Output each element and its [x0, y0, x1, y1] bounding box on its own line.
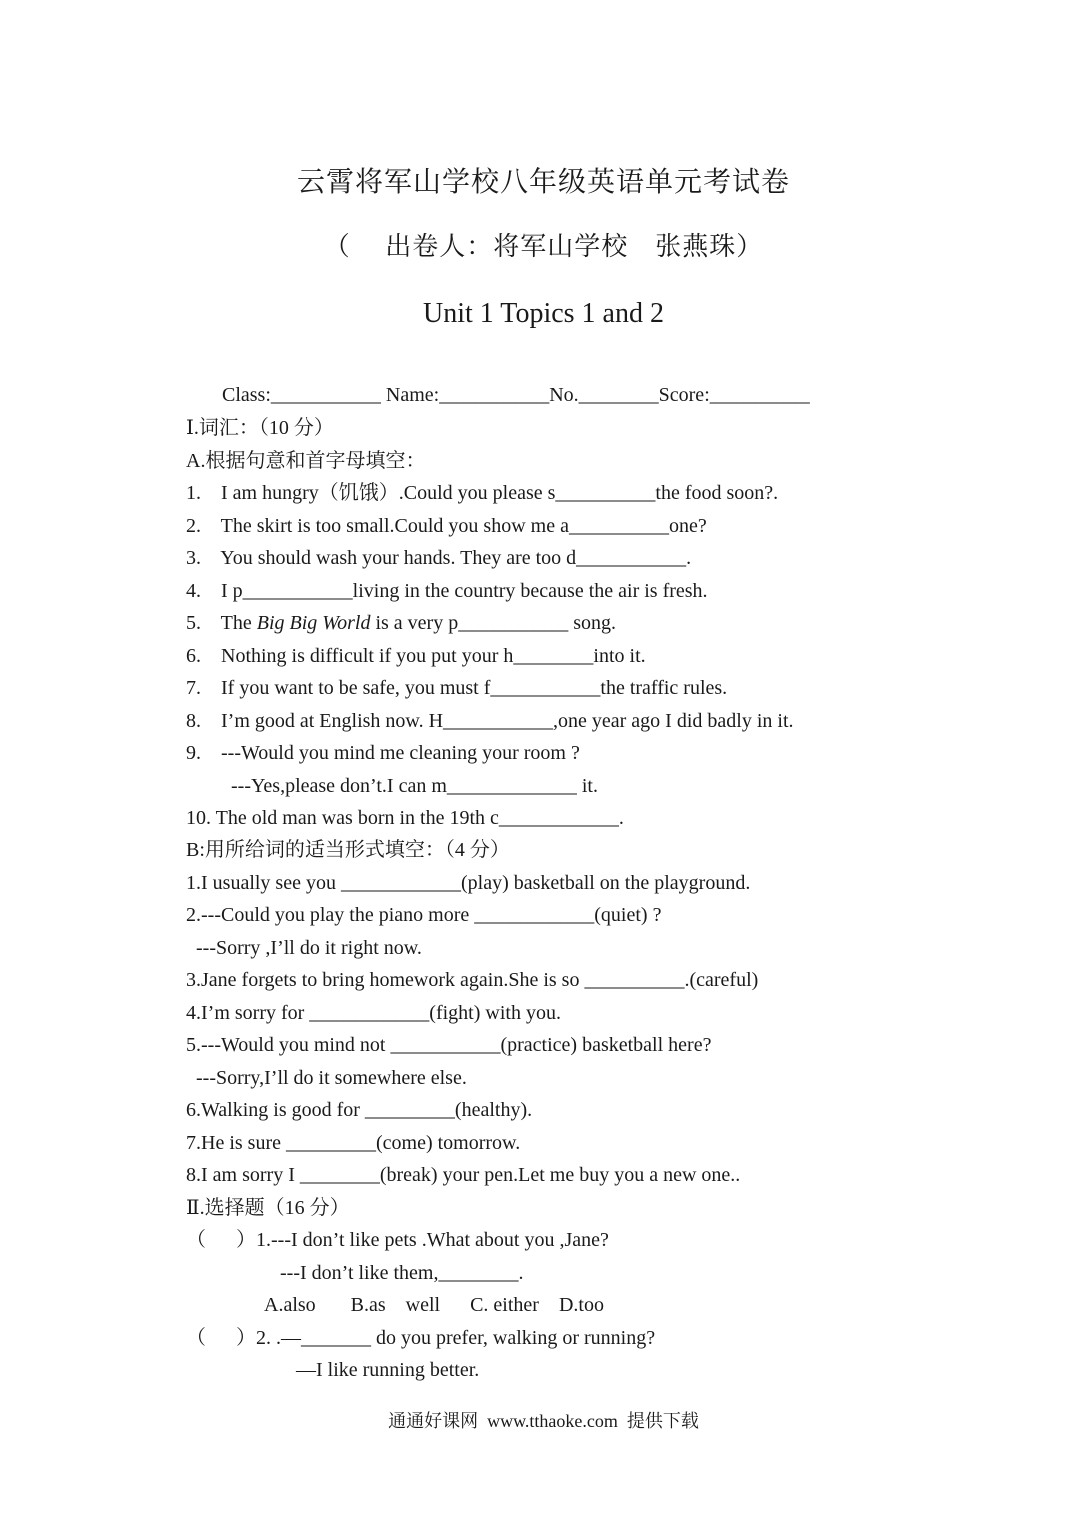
part-b-question-1: 1.I usually see you ____________(play) basketball on the playground.	[186, 872, 751, 894]
part-b-question-6: 6.Walking is good for _________(healthy).	[186, 1099, 533, 1121]
part-a-heading: A.根据句意和首字母填空：	[186, 450, 426, 472]
choice-question-1-options: A.also B.as well C. either D.too	[264, 1294, 604, 1316]
part-b-question-2: 2.---Could you play the piano more ____________(quiet) ?	[186, 904, 662, 926]
part-a-question-4: 4. I p___________living in the country because the air is fresh.	[186, 580, 708, 602]
section-1-heading: Ⅰ.词汇：（10 分）	[186, 417, 334, 439]
part-b-question-5: 5.---Would you mind not ___________(practice) basketball here?	[186, 1034, 712, 1056]
choice-question-2: （ ）2. .—_______ do you prefer, walking or running?	[186, 1327, 656, 1349]
q5-lead: 5. The	[186, 612, 257, 634]
part-a-question-9: 9. ---Would you mind me cleaning your room ?	[186, 742, 580, 764]
part-b-question-2-reply: ---Sorry ,I’ll do it right now.	[186, 937, 422, 959]
footer-source: 通通好课网 www.tthaoke.com 提供下载	[388, 1411, 699, 1431]
part-a-question-10: 10. The old man was born in the 19th c____________.	[186, 807, 624, 829]
part-b-question-3: 3.Jane forgets to bring homework again.She is so __________.(careful)	[186, 969, 759, 991]
section-2-heading: Ⅱ.选择题（16 分）	[186, 1197, 350, 1219]
part-a-question-5	[186, 611, 616, 635]
part-a-question-2: 2. The skirt is too small.Could you show me a__________one?	[186, 515, 707, 537]
part-a-question-8: 8. I’m good at English now. H___________,one year ago I did badly in it.	[186, 710, 794, 732]
part-a-question-7: 7. If you want to be safe, you must f___________the traffic rules.	[186, 677, 728, 699]
student-info-line: Class:___________ Name:___________No.________Score:__________	[222, 384, 810, 406]
part-b-question-5-reply: ---Sorry,I’ll do it somewhere else.	[186, 1067, 467, 1089]
part-a-question-9-reply: ---Yes,please don’t.I can m_____________ it.	[186, 775, 598, 797]
unit-title: Unit 1 Topics 1 and 2	[423, 298, 664, 329]
part-b-heading: B:用所给词的适当形式填空：（4 分）	[186, 839, 510, 861]
q5-song-title: Big Big World	[256, 612, 371, 634]
choice-question-1-reply: ---I don’t like them,________.	[280, 1262, 524, 1284]
part-b-question-8: 8.I am sorry I ________(break) your pen.Let me buy you a new one..	[186, 1164, 741, 1186]
page-title: 云霄将军山学校八年级英语单元考试卷	[296, 167, 790, 198]
part-b-question-7: 7.He is sure _________(come) tomorrow.	[186, 1132, 521, 1154]
choice-question-2-reply: —I like running better.	[296, 1359, 480, 1381]
choice-question-1: （ ）1.---I don’t like pets .What about you ,Jane?	[186, 1229, 609, 1251]
q5-tail: is a very p___________ song.	[370, 612, 616, 634]
author-line: （ 出卷人：将军山学校 张燕珠）	[323, 232, 764, 261]
part-a-question-1: 1. I am hungry（饥饿）.Could you please s__________the food soon?.	[186, 482, 779, 504]
part-b-question-4: 4.I’m sorry for ____________(fight) with you.	[186, 1002, 561, 1024]
part-a-question-3: 3. You should wash your hands. They are too d___________.	[186, 547, 692, 569]
part-a-question-6: 6. Nothing is difficult if you put your h________into it.	[186, 645, 646, 667]
